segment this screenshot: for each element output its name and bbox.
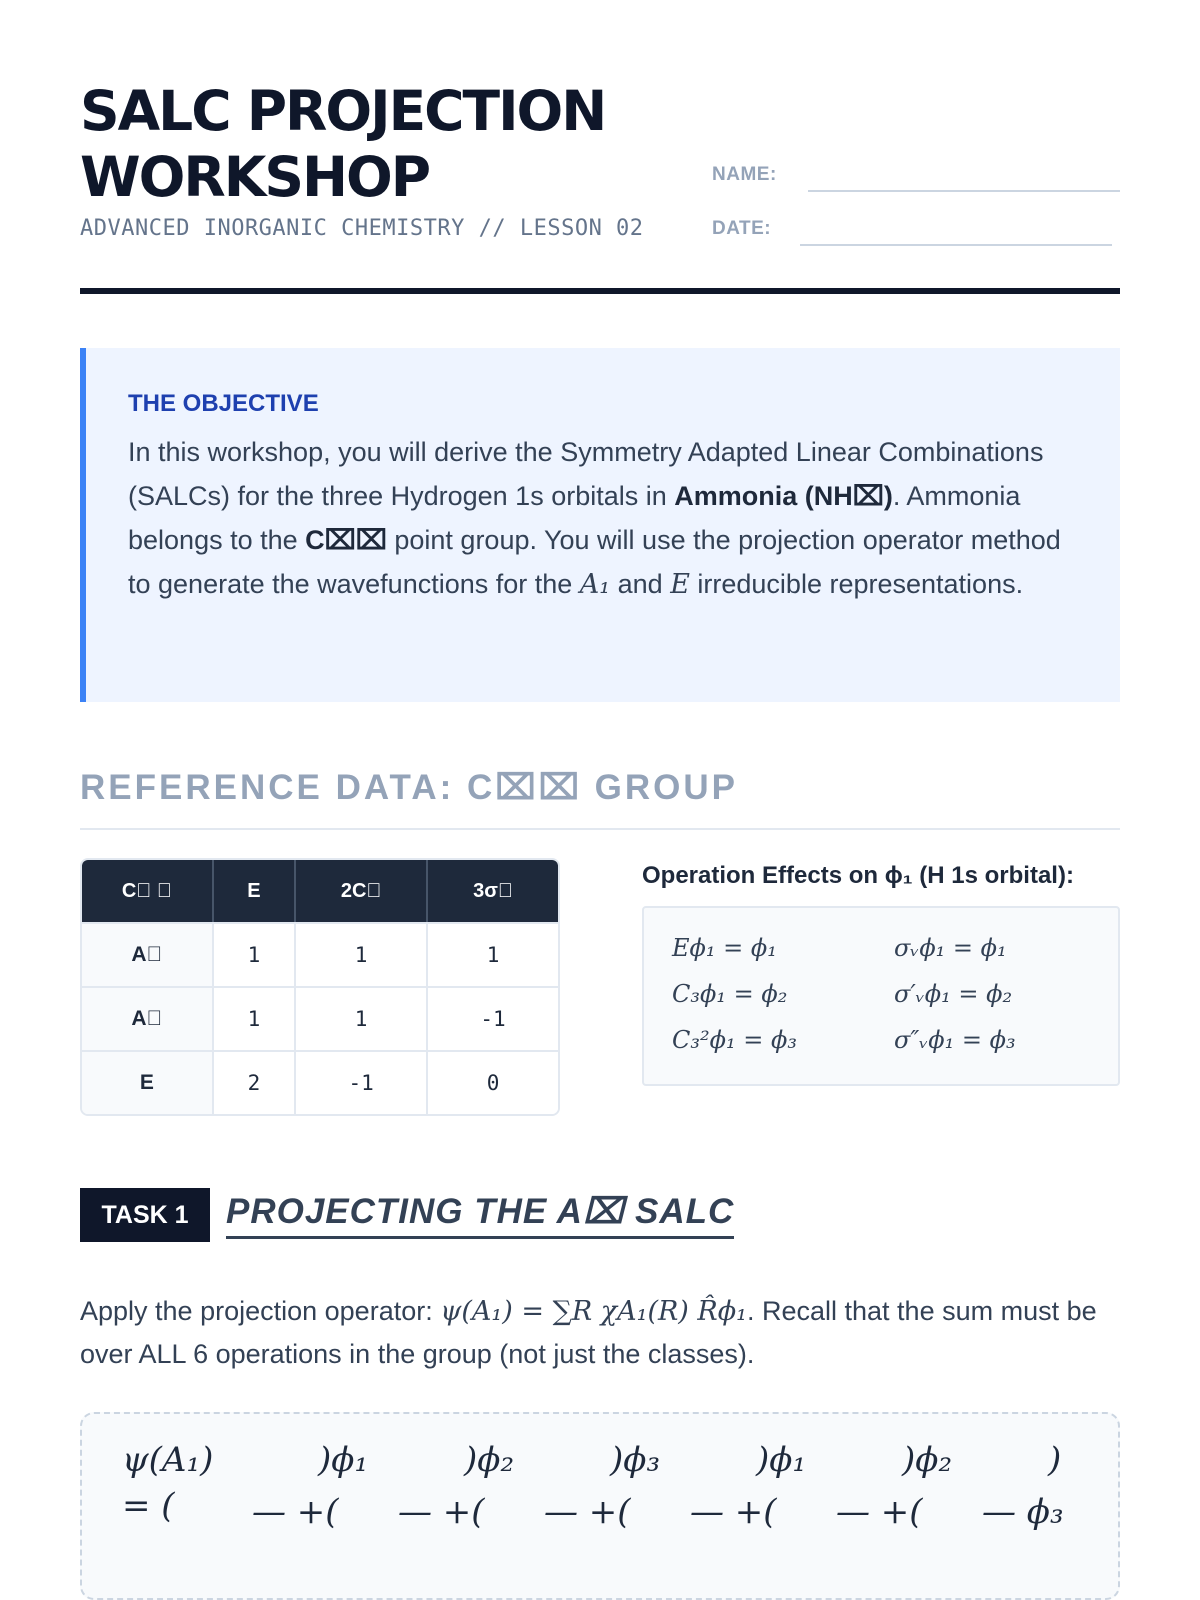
- table-row: [82, 922, 558, 986]
- operation-equation: σ″ᵥϕ₁ = ϕ₃: [894, 1026, 1016, 1054]
- table-cell: A⃞: [82, 986, 214, 1050]
- date-field[interactable]: [800, 244, 1112, 246]
- header-divider: [80, 288, 1120, 294]
- table-cell: -1: [428, 986, 558, 1050]
- work-term-bottom: — +(: [690, 1492, 777, 1532]
- table-cell: 1: [296, 922, 428, 986]
- work-term-bottom: — +(: [836, 1492, 923, 1532]
- operation-equation: C₃²ϕ₁ = ϕ₃: [672, 1026, 797, 1054]
- table-header-cell: C⃞ ⃞: [82, 860, 214, 922]
- task-body-2: . Recall that the sum must be over ALL 6 operations in the group (not just the classes).: [80, 1296, 1097, 1369]
- table-header-cell: 2C⃞: [296, 860, 428, 922]
- title-line-2: WORKSHOP: [80, 145, 430, 209]
- work-lhs-open: = (: [122, 1486, 175, 1526]
- name-label: NAME:: [712, 164, 777, 185]
- work-term-top: ): [1048, 1440, 1062, 1480]
- reference-heading: REFERENCE DATA: C⌧⌧ GROUP: [80, 768, 738, 807]
- table-cell: 0: [428, 1050, 558, 1114]
- table-row: [82, 1050, 558, 1114]
- table-cell: 2: [214, 1050, 296, 1114]
- table-cell: 1: [296, 986, 428, 1050]
- page-subtitle: ADVANCED INORGANIC CHEMISTRY // LESSON 02: [80, 216, 644, 241]
- date-label: DATE:: [712, 218, 772, 239]
- table-cell: -1: [296, 1050, 428, 1114]
- task-body-1: Apply the projection operator:: [80, 1296, 441, 1326]
- table-cell: 1: [214, 986, 296, 1050]
- objective-title: THE OBJECTIVE: [128, 390, 319, 417]
- task-badge: TASK 1: [80, 1188, 210, 1242]
- table-row: [82, 986, 558, 1050]
- operation-equation: σᵥϕ₁ = ϕ₁: [894, 934, 1007, 962]
- title-line-1: SALC PROJECTION: [80, 79, 606, 143]
- table-cell: A⃞: [82, 922, 214, 986]
- page-title: [80, 78, 605, 210]
- table-header-row: [82, 860, 558, 922]
- objective-text-3: point group. You will use the projection operator method to generate the wavefunctions for the: [128, 525, 1061, 599]
- operation-equation: σ′ᵥϕ₁ = ϕ₂: [894, 980, 1013, 1008]
- projection-formula: ψ(A₁) = ∑R χA₁(R) R̂ϕ₁: [440, 1296, 747, 1327]
- operation-equation: Eϕ₁ = ϕ₁: [672, 934, 777, 962]
- objective-group: C⌧⌧: [305, 525, 387, 555]
- reference-divider: [80, 828, 1120, 830]
- operations-box: [642, 906, 1120, 1086]
- work-term-top: )ϕ₁: [756, 1440, 807, 1480]
- work-term-bottom: — +(: [252, 1492, 339, 1532]
- name-field[interactable]: [808, 190, 1120, 192]
- table-cell: 1: [214, 922, 296, 986]
- objective-callout: [80, 348, 1120, 702]
- objective-text: [128, 430, 1076, 607]
- work-term-top: )ϕ₁: [318, 1440, 369, 1480]
- work-term-bottom: — +(: [398, 1492, 485, 1532]
- operations-heading: Operation Effects on ϕ₁ (H 1s orbital):: [642, 862, 1074, 889]
- work-lhs: ψ(A₁): [122, 1440, 214, 1480]
- table-cell: E: [82, 1050, 214, 1114]
- objective-text-4: and: [610, 569, 671, 599]
- objective-irrep-e: E: [670, 569, 690, 600]
- work-term-bottom: — ϕ₃: [982, 1492, 1064, 1532]
- objective-molecule: Ammonia (NH⌧): [674, 481, 893, 511]
- answer-workspace[interactable]: [80, 1412, 1120, 1600]
- objective-text-2: . Ammonia belongs to the: [128, 481, 1021, 555]
- table-header-cell: 3σ⃞: [428, 860, 558, 922]
- task-title: PROJECTING THE A⌧ SALC: [226, 1192, 734, 1239]
- work-term-top: )ϕ₂: [464, 1440, 515, 1480]
- objective-text-1: In this workshop, you will derive the Symmetry Adapted Linear Combinations (SALCs) for the three Hydrogen 1s orbitals in: [128, 437, 1044, 511]
- work-term-top: )ϕ₂: [902, 1440, 953, 1480]
- character-table: [80, 858, 560, 1116]
- table-cell: 1: [428, 922, 558, 986]
- table-header-cell: E: [214, 860, 296, 922]
- operation-equation: C₃ϕ₁ = ϕ₂: [672, 980, 788, 1008]
- task-instructions: [80, 1290, 1120, 1375]
- objective-text-5: irreducible representations.: [689, 569, 1024, 599]
- work-term-top: )ϕ₃: [610, 1440, 661, 1480]
- objective-irrep-a1: A₁: [579, 569, 611, 600]
- work-term-bottom: — +(: [544, 1492, 631, 1532]
